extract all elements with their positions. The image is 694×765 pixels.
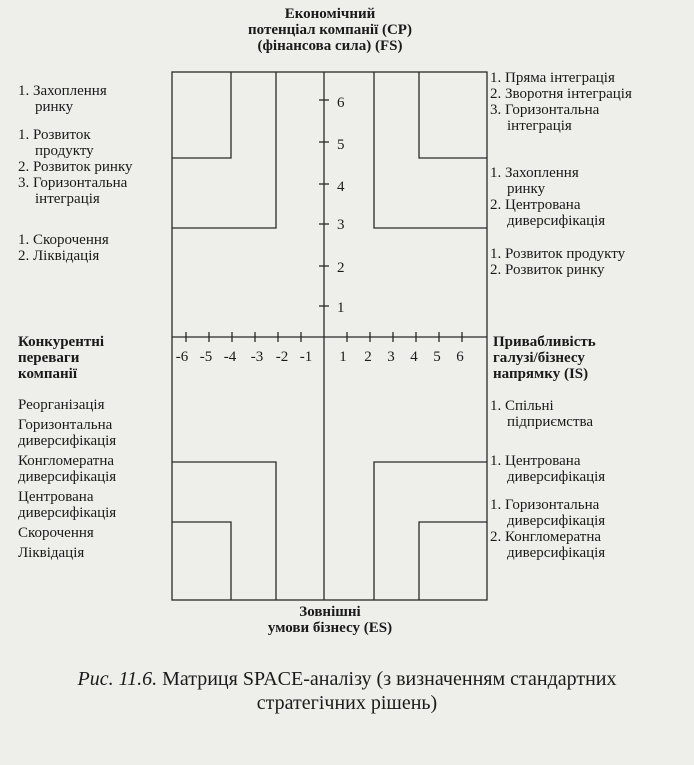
lr-label: 1. Горизонтальна bbox=[490, 497, 600, 513]
lr-label: 2. Конгломератна bbox=[490, 529, 602, 545]
ul-label: 2. Розвиток ринку bbox=[18, 159, 133, 175]
ul-label: 3. Горизонтальна bbox=[18, 175, 128, 191]
x-tick-label: 4 bbox=[410, 349, 418, 365]
right-axis-title bbox=[493, 334, 596, 382]
ll-label: диверсифікація bbox=[18, 433, 117, 449]
upper-right-small-box bbox=[419, 72, 487, 158]
y-tick-label: 3 bbox=[337, 217, 345, 233]
lower-left-large-box bbox=[172, 462, 276, 600]
caption-line-1: Матриця SPACE-аналізу (з визначенням стандартних bbox=[162, 668, 617, 690]
ll-label: Центрована bbox=[18, 489, 94, 505]
x-tick-label: 2 bbox=[364, 349, 372, 365]
ll-label: Ліквідація bbox=[18, 545, 85, 561]
ll-label: Скорочення bbox=[18, 525, 94, 541]
ur-label: 2. Центрована bbox=[490, 197, 581, 213]
lr-label: підприємства bbox=[507, 414, 594, 430]
right-title-line: напрямку (IS) bbox=[493, 366, 589, 382]
bottom-axis-title bbox=[230, 604, 430, 636]
lr-label: диверсифікація bbox=[507, 513, 606, 529]
left-title-line: переваги bbox=[18, 350, 80, 366]
y-tick-label: 2 bbox=[337, 260, 345, 276]
ur-label: 2. Розвиток ринку bbox=[490, 262, 605, 278]
x-tick-label: -2 bbox=[275, 349, 289, 365]
matrix-frame bbox=[172, 72, 487, 600]
ur-label: 2. Зворотня інтеграція bbox=[490, 86, 632, 102]
left-axis-title bbox=[18, 334, 104, 382]
x-tick-label: -4 bbox=[223, 349, 237, 365]
upper-left-small-box bbox=[172, 72, 231, 158]
ul-label: 1. Розвиток bbox=[18, 127, 91, 143]
x-tick-labels bbox=[176, 349, 465, 365]
figure-caption bbox=[0, 667, 694, 715]
x-tick-label: 3 bbox=[387, 349, 395, 365]
top-title-line-3: (фінансова сила) (FS) bbox=[257, 38, 403, 54]
ur-label: 1. Захоплення bbox=[490, 165, 579, 181]
ul-label: 1. Захоплення bbox=[18, 83, 107, 99]
lr-label: 1. Спільні bbox=[490, 398, 554, 414]
y-tick-label: 5 bbox=[337, 137, 345, 153]
lr-label: 1. Центрована bbox=[490, 453, 581, 469]
x-tick-label: -5 bbox=[199, 349, 213, 365]
ur-label: інтеграція bbox=[507, 118, 572, 134]
ul-label: продукту bbox=[35, 143, 94, 159]
x-tick-label: 1 bbox=[339, 349, 347, 365]
upper-right-labels bbox=[490, 70, 632, 278]
y-tick-label: 1 bbox=[337, 300, 345, 316]
x-tick-label: -3 bbox=[250, 349, 264, 365]
ll-label: Горизонтальна bbox=[18, 417, 113, 433]
lower-right-small-box bbox=[419, 522, 487, 600]
bottom-title-line: Зовнішні bbox=[299, 604, 361, 620]
upper-left-labels bbox=[18, 83, 133, 264]
ul-label: ринку bbox=[35, 99, 74, 115]
ll-label: диверсифікація bbox=[18, 505, 117, 521]
right-title-line: Привабливість bbox=[493, 334, 596, 350]
right-title-line: галузі/бізнесу bbox=[493, 350, 585, 366]
lr-label: диверсифікація bbox=[507, 469, 606, 485]
caption-prefix: Рис. 11.6. bbox=[77, 668, 158, 690]
ur-label: 3. Горизонтальна bbox=[490, 102, 600, 118]
y-tick-label: 6 bbox=[337, 95, 345, 111]
left-title-line: компанії bbox=[18, 366, 77, 382]
upper-right-large-box bbox=[374, 72, 487, 228]
y-tick-labels bbox=[337, 95, 345, 316]
top-title-line-1: Економічний bbox=[284, 6, 376, 22]
ll-label: Конгломератна bbox=[18, 453, 115, 469]
lower-left-small-box bbox=[172, 522, 231, 600]
y-tick-label: 4 bbox=[337, 179, 345, 195]
ur-label: 1. Розвиток продукту bbox=[490, 246, 626, 262]
ur-label: 1. Пряма інтеграція bbox=[490, 70, 615, 86]
ll-label: Реорганізація bbox=[18, 397, 105, 413]
caption-line-2: стратегічних рішень) bbox=[256, 692, 438, 714]
x-tick-label: 5 bbox=[433, 349, 441, 365]
lower-right-labels bbox=[490, 398, 605, 561]
ul-label: інтеграція bbox=[35, 191, 100, 207]
left-title-line: Конкурентні bbox=[18, 334, 105, 350]
ll-label: диверсифікація bbox=[18, 469, 117, 485]
lower-left-labels bbox=[18, 397, 116, 561]
bottom-title-line: умови бізнесу (ES) bbox=[267, 620, 393, 636]
x-tick-label: -1 bbox=[299, 349, 313, 365]
x-tick-label: 6 bbox=[456, 349, 464, 365]
lr-label: диверсифікація bbox=[507, 545, 606, 561]
x-tick-label: -6 bbox=[175, 349, 189, 365]
ul-label: 2. Ліквідація bbox=[18, 248, 100, 264]
upper-left-large-box bbox=[172, 72, 276, 228]
lower-right-large-box bbox=[374, 462, 487, 600]
ur-label: диверсифікація bbox=[507, 213, 606, 229]
ul-label: 1. Скорочення bbox=[18, 232, 109, 248]
top-title-line-2: потенціал компанії (CP) bbox=[248, 22, 412, 38]
ur-label: ринку bbox=[507, 181, 546, 197]
